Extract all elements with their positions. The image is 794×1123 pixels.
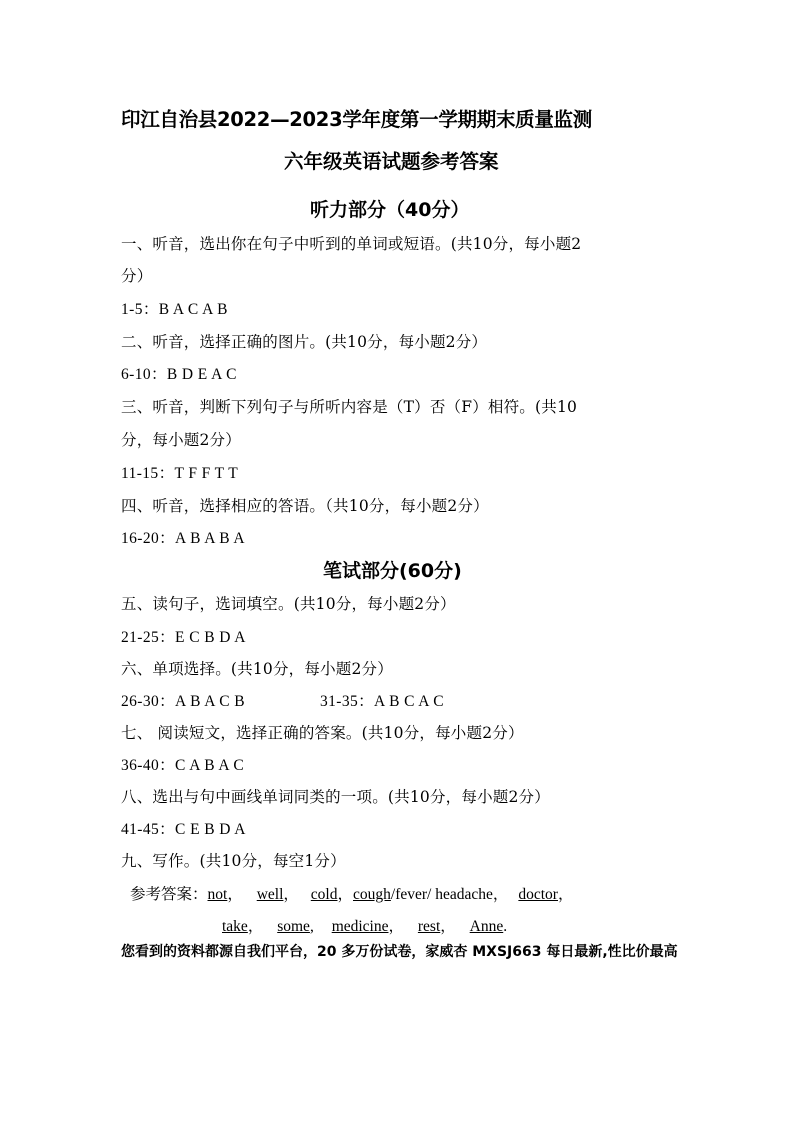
q3-instruction: 三、听音，判断下列句子与所听内容是（T）否（F）相符。(共10: [121, 398, 578, 416]
exam-subtitle: 六年级英语试题参考答案: [284, 150, 499, 173]
q4-answer: 16-20：A B A B A: [121, 530, 245, 547]
q9-instruction: 九、写作。(共10分，每空1分）: [121, 852, 346, 870]
q3-answer: 11-15：T F F T T: [121, 465, 239, 482]
footer-note: 您看到的资料都源自我们平台，20 多万份试卷，家威杏 MXSJ663 每日最新,性比价最高: [121, 944, 678, 960]
q9-answer-row2: take， some, medicine， rest， Anne.: [222, 918, 508, 935]
writing-section-header: 笔试部分(60分): [323, 560, 462, 582]
q8-answer: 41-45：C E B D A: [121, 821, 246, 838]
q9-word: doctor: [518, 886, 558, 903]
q9-prefix: 参考答案：: [130, 885, 208, 903]
q9-extra-words: /fever/ headache: [390, 886, 493, 903]
listening-section-header: 听力部分（40分）: [310, 199, 470, 221]
q5-instruction: 五、读句子，选词填空。(共10分，每小题2分）: [121, 595, 456, 613]
q9-word: well: [256, 886, 284, 903]
q1-instruction-cont: 分）: [121, 267, 153, 285]
q9-word: take: [222, 918, 248, 935]
q3-instruction-cont: 分，每小题2分）: [121, 431, 241, 449]
q2-instruction: 二、听音，选择正确的图片。(共10分，每小题2分）: [121, 333, 488, 351]
exam-title: 印江自治县2022—2023学年度第一学期期末质量监测: [121, 108, 592, 131]
q6-instruction: 六、单项选择。(共10分，每小题2分）: [121, 660, 393, 678]
q9-word: rest: [417, 918, 441, 935]
q8-instruction: 八、选出与句中画线单词同类的一项。(共10分，每小题2分）: [121, 788, 550, 806]
q6-answer-part2: 31-35：A B C A C: [320, 693, 444, 710]
q4-instruction: 四、听音，选择相应的答语。（共10分，每小题2分）: [121, 497, 489, 515]
q9-word: cold: [310, 886, 338, 903]
q1-instruction: 一、听音，选出你在句子中听到的单词或短语。(共10分，每小题2: [121, 235, 582, 253]
q5-answer: 21-25：E C B D A: [121, 629, 246, 646]
q9-word: cough: [353, 886, 391, 903]
q9-word: some: [277, 918, 310, 935]
q1-answer: 1-5：B A C A B: [121, 301, 228, 318]
q9-word: medicine: [331, 918, 389, 935]
q9-word: not: [207, 886, 228, 903]
q7-answer: 36-40：C A B A C: [121, 757, 245, 774]
q2-answer: 6-10：B D E A C: [121, 366, 237, 383]
q6-answer-part1: 26-30：A B A C B: [121, 693, 245, 710]
q9-word: Anne: [469, 918, 504, 935]
q9-answer-row1: 参考答案：not， well， cold，cough/fever/ headache， doctor，: [130, 885, 574, 903]
q7-instruction: 七、 阅读短文，选择正确的答案。(共10分，每小题2分）: [121, 724, 524, 742]
